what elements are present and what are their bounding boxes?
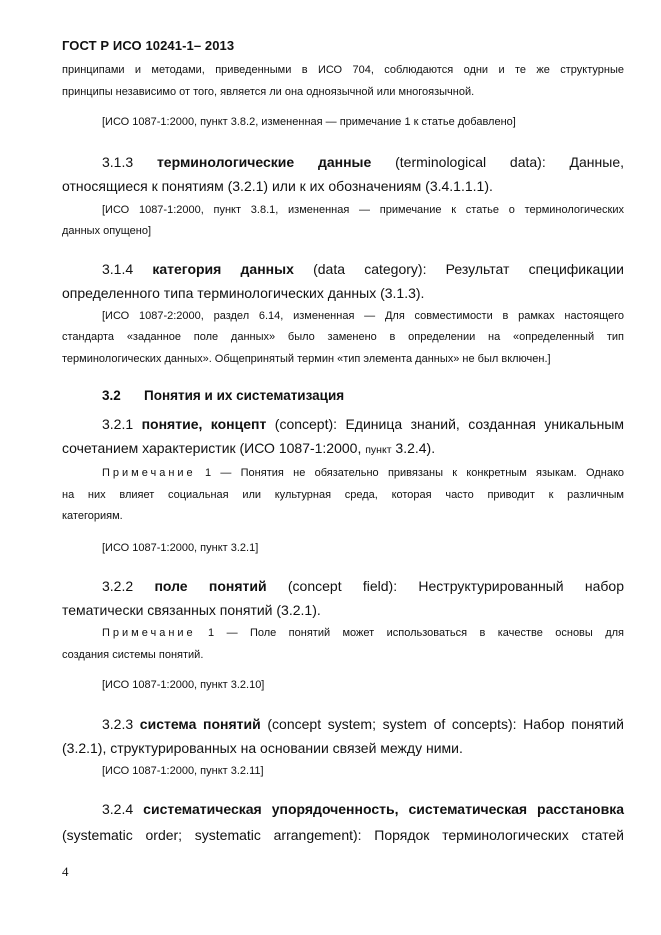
entry-term: терминологические данные xyxy=(156,153,372,170)
entry-3-1-4-ref-3: терминологических данных». Общепринятый термин «тип элемента данных» не был включен.] xyxy=(62,352,551,365)
section-heading xyxy=(62,384,624,408)
entry-3-2-3-ref: [ИСО 1087-1:2000, пункт 3.2.11] xyxy=(102,764,264,777)
page-content xyxy=(62,60,624,847)
entry-3-2-1-note-1 xyxy=(62,463,624,485)
entry-3-2-1-line-1 xyxy=(62,412,624,436)
entry-3-1-4-line-2: определенного типа терминологических данных (3.1.3). xyxy=(62,284,425,301)
entry-3-2-2-ref: [ИСО 1087-1:2000, пункт 3.2.10] xyxy=(102,679,265,691)
entry-3-2-2-line-2: тематически связанных понятий (3.2.1). xyxy=(62,602,321,618)
entry-text: сочетанием характеристик (ИСО 1087-1:2000, xyxy=(62,440,366,456)
entry-3-2-1-line-2 xyxy=(62,436,624,462)
entry-number: 3.2.4 xyxy=(102,801,134,817)
entry-definition: (terminological data): Данные, xyxy=(371,153,624,170)
entry-3-1-4-ref-1: [ИСО 1087-2:2000, раздел 6.14, измененная — Для совместимости в рамках настоящего xyxy=(102,309,624,322)
entry-3-1-3-ref-1: [ИСО 1087-1:2000, пункт 3.8.1, измененная — примечание к статье о терминологических xyxy=(102,203,624,216)
entry-number: 3.2.1 xyxy=(102,416,134,432)
entry-definition: (data category): Результат спецификации xyxy=(293,260,624,277)
entry-definition: (concept field): Неструктурированный набор xyxy=(266,578,625,594)
entry-definition: (concept): Единица знаний, созданная уникальным xyxy=(266,416,625,432)
entry-text-small: пункт xyxy=(365,444,392,456)
section-number: 3.2 xyxy=(102,388,121,403)
entry-3-2-1-note-2: на них влияет социальная или культурная среда, которая часто приводит к различным xyxy=(62,488,624,501)
entry-3-2-2-note-2: создания системы понятий. xyxy=(62,648,204,661)
entry-3-2-1-note-3: категориям. xyxy=(62,510,123,522)
entry-3-2-3-line-2: (3.2.1), структурированных на основании связей между ними. xyxy=(62,739,463,756)
note-text: 1 — Понятия не обязательно привязаны к конкретным языкам. Однако xyxy=(195,467,624,479)
note-label: Примечание xyxy=(102,467,196,479)
note-label: Примечание xyxy=(102,627,196,639)
entry-3-2-4-line-2: (systematic order; systematic arrangement): Порядок терминологических статей xyxy=(62,827,624,843)
note-text: 1 — Поле понятий может использоваться в качестве основы для xyxy=(195,627,624,639)
entry-number: 3.2.2 xyxy=(102,578,134,594)
entry-3-1-3-line-2: относящиеся к понятиям (3.2.1) или к их обозначениям (3.4.1.1.1). xyxy=(62,177,493,194)
intro-line-2: принципы независимо от того, является ли она одноязычной или многоязычной. xyxy=(62,85,475,98)
entry-term: поле понятий xyxy=(154,578,267,594)
entry-3-2-2-note-1 xyxy=(62,623,624,645)
entry-number: 3.1.3 xyxy=(102,153,134,170)
entry-3-1-3-line-1 xyxy=(62,150,624,174)
entry-3-1-3-ref-2: данных опущено] xyxy=(62,225,152,237)
entry-3-1-4-line-1 xyxy=(62,257,624,281)
section-title: Понятия и их систематизация xyxy=(144,388,345,403)
entry-3-2-3-line-1 xyxy=(62,712,624,736)
entry-term: категория данных xyxy=(152,260,294,277)
entry-number: 3.2.3 xyxy=(102,715,134,732)
entry-3-2-1-ref: [ИСО 1087-1:2000, пункт 3.2.1] xyxy=(102,541,259,554)
entry-3-1-4-ref-2: стандарта «заданное поле данных» было заменено в определении на «определенный тип xyxy=(62,331,624,343)
document-header: ГОСТ Р ИСО 10241-1– 2013 xyxy=(62,38,235,53)
entry-number: 3.1.4 xyxy=(102,260,134,277)
entry-term: систематическая упорядоченность, систематическая расстановка xyxy=(143,801,625,817)
intro-reference: [ИСО 1087-1:2000, пункт 3.8.2, измененная — примечание 1 к статье добавлено] xyxy=(102,116,516,128)
entry-3-2-2-line-1 xyxy=(62,574,624,598)
entry-3-2-4-line-1 xyxy=(62,797,624,821)
entry-term: понятие, концепт xyxy=(141,416,267,432)
page-number: 4 xyxy=(62,864,69,879)
intro-line-1: принципами и методами, приведенными в ИСО 704, соблюдаются одни и те же структурные xyxy=(62,64,624,76)
entry-term: система понятий xyxy=(139,715,261,732)
entry-definition: (concept system; system of concepts): Набор понятий xyxy=(260,715,625,732)
entry-text: 3.2.4). xyxy=(391,440,436,456)
